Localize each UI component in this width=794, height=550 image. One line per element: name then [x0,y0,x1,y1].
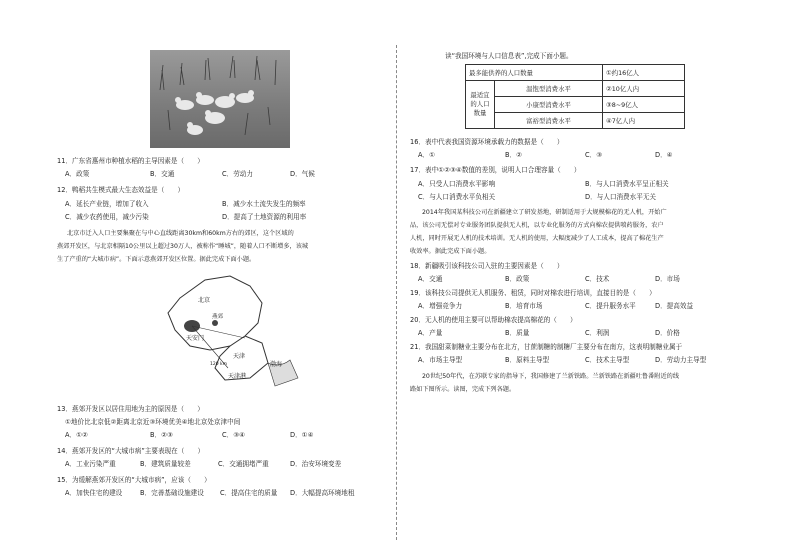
q13-option-b[interactable]: B．②③ [150,431,173,439]
q16-option-a[interactable]: A．① [418,151,436,159]
q15-option-c[interactable]: C．提高住宅的质量 [220,489,278,497]
q12-option-b[interactable]: B．减少水土流失发生的频率 [222,200,306,208]
q13-option-a[interactable]: A．①② [65,431,88,439]
q11-option-d[interactable]: D．气候 [290,170,315,178]
q20-option-a[interactable]: A．产量 [418,329,443,337]
table-side-label: 最适宜 的人口 数量 [466,81,495,129]
map-label-yanjiao: 燕郊 [212,314,224,320]
q19-option-d[interactable]: D．提高效益 [655,302,694,310]
q17-option-c[interactable]: C．与人口消费水平负相关 [418,193,496,201]
map-label-tianjin: 天津 [233,353,246,360]
q13-sub: ①地价比北京低②距离北京近③环境优美④地北京处京津中间 [65,418,241,426]
q21-stem: 21．我国甜菜制糖业主要分布在北方，甘蔗制糖的制糖厂主要分布在南方，这表明制糖业属于 [410,343,683,351]
q14-option-b[interactable]: B．建筑质量较差 [140,460,191,468]
column-divider [396,45,397,540]
q18-option-d[interactable]: D．市场 [655,275,680,283]
passage2-line-1: 2014年我国某科技公司在新疆建立了研发基地，研制适用于大规模棉花的无人机，开始广 [422,209,667,216]
map-label-distance: 120 km [210,362,228,367]
q19-option-c[interactable]: C．提升服务水平 [585,302,636,310]
q21-option-a[interactable]: A．市场主导型 [418,356,463,364]
q14-option-d[interactable]: D．治安环境变差 [290,460,342,468]
q11-stem: 11．广东省惠州市种植水稻的主导因素是（ ） [57,157,204,165]
table-row-label: 小康型消费水平 [495,97,603,113]
passage3-line-2: 路如下图所示。读图，完成下列各题。 [410,386,516,393]
table-row-value: ③8~9亿人 [603,97,685,113]
table-header-value: ①约16亿人 [603,65,685,81]
duck-rice-photo [150,50,290,148]
q12-option-c[interactable]: C．减少农药使用，减少污染 [65,213,149,221]
q15-option-a[interactable]: A．加快住宅的建设 [65,489,123,497]
table-row-label: 富裕型消费水平 [495,113,603,129]
q21-option-d[interactable]: D．劳动力主导型 [655,356,707,364]
q12-option-a[interactable]: A．延长产业链，增加了收入 [65,200,149,208]
passage2-line-4: 收效率。据此完成下面小题。 [410,248,491,255]
table-header: 最多能供养的人口数量 [466,65,603,81]
q19-option-b[interactable]: B．培育市场 [505,302,543,310]
q17-stem: 17．表中①②③④数值的差别，说明人口合理容量（ ） [410,166,581,174]
q20-option-b[interactable]: B．质量 [505,329,530,337]
q17-option-b[interactable]: B．与人口消费水平呈正相关 [585,180,669,188]
q18-option-c[interactable]: C．技术 [585,275,610,283]
q16-stem: 16．表中代表我国资源环境承载力的数据是（ ） [410,138,564,146]
map-label-tianjin-port: 天津港 [228,373,247,380]
q21-option-c[interactable]: C．技术主导型 [585,356,630,364]
passage-line-1: 北京市迁入人口主要集聚在与中心直线距离30km和60km方右的郊区，这个区域的 [67,230,294,237]
q13-stem: 13．燕郊开发区以居住用地为主的原因是（ ） [57,405,204,413]
q18-stem: 18．新疆吸引该科技公司入驻的主要因素是（ ） [410,262,564,270]
q20-option-d[interactable]: D．价格 [655,329,680,337]
passage3-line-1: 20世纪50年代，在苏联专家的指导下，我国修建了兰新铁路。兰新铁路在新疆吐鲁番附近的线 [422,373,680,380]
q17-option-a[interactable]: A．只受人口消费水平影响 [418,180,496,188]
map-label-beijing: 北京 [198,297,211,304]
q14-option-c[interactable]: C．交通拥堵严重 [218,460,269,468]
map-label-tiananmen: 天安门 [186,335,205,342]
q13-option-d[interactable]: D．①④ [290,431,314,439]
table-row-value: ④7亿人内 [603,113,685,129]
q19-stem: 19．该科技公司提供无人机服务、租赁，同时对棉农进行培训，直接目的是（ ） [410,289,656,297]
q12-stem: 12．鸭稻共生模式最大生态效益是（ ） [57,186,185,194]
passage2-line-3: 人机，同时开展无人机的技术培训。无人机的使用，大幅度减少了人工成本，提高了棉花生产 [410,235,664,242]
q17-option-d[interactable]: D．与人口消费水平无关 [585,193,657,201]
q20-option-c[interactable]: C．利润 [585,329,610,337]
q13-option-c[interactable]: C．③④ [222,431,246,439]
table-row-value: ②10亿人内 [603,81,685,97]
passage-line-3: 生了产重的“大城市病”。下面示意燕郊开发区位置。据此完成下面小题。 [57,256,256,263]
q19-option-a[interactable]: A．增强竞争力 [418,302,463,310]
passage2-line-2: 品，该公司无偿对专业服务团队提供无人机，以专业化服务的方式向棉农提供喷药服务，农户 [410,222,664,229]
q16-option-d[interactable]: D．④ [655,151,673,159]
q20-stem: 20．无人机的使用主要可以帮助棉农提高棉花的（ ） [410,316,577,324]
population-info-table [465,64,685,129]
passage-line-2: 燕郊开发区，与北京相隔10公里以上超过30万人，被称作“睡城”，随着人口不断增多，该城 [57,243,309,250]
q11-option-b[interactable]: B．交通 [150,170,175,178]
q16-option-b[interactable]: B．② [505,151,523,159]
q11-option-a[interactable]: A．政策 [65,170,90,178]
table-row-label: 温饱型消费水平 [495,81,603,97]
q14-option-a[interactable]: A．工业污染严重 [65,460,116,468]
table-intro: 读“我国环境与人口信息表”,完成下面小题。 [445,52,573,60]
map-label-bohai: 渤海 [270,361,283,368]
q16-option-c[interactable]: C．③ [585,151,603,159]
q15-stem: 15．为缓解燕郊开发区的“大城市病”，应该（ ） [57,476,211,484]
q21-option-b[interactable]: B．原料主导型 [505,356,550,364]
beijing-map [150,268,300,393]
q18-option-b[interactable]: B．政策 [505,275,530,283]
q11-option-c[interactable]: C．劳动力 [222,170,253,178]
q12-option-d[interactable]: D．提高了土地资源的利用率 [222,213,307,221]
q14-stem: 14．燕郊开发区的“大城市病”主要表现在（ ） [57,447,205,455]
q15-option-d[interactable]: D．大幅提高环境地租 [290,489,355,497]
q18-option-a[interactable]: A．交通 [418,275,443,283]
q15-option-b[interactable]: B．完善基础设施建设 [140,489,204,497]
